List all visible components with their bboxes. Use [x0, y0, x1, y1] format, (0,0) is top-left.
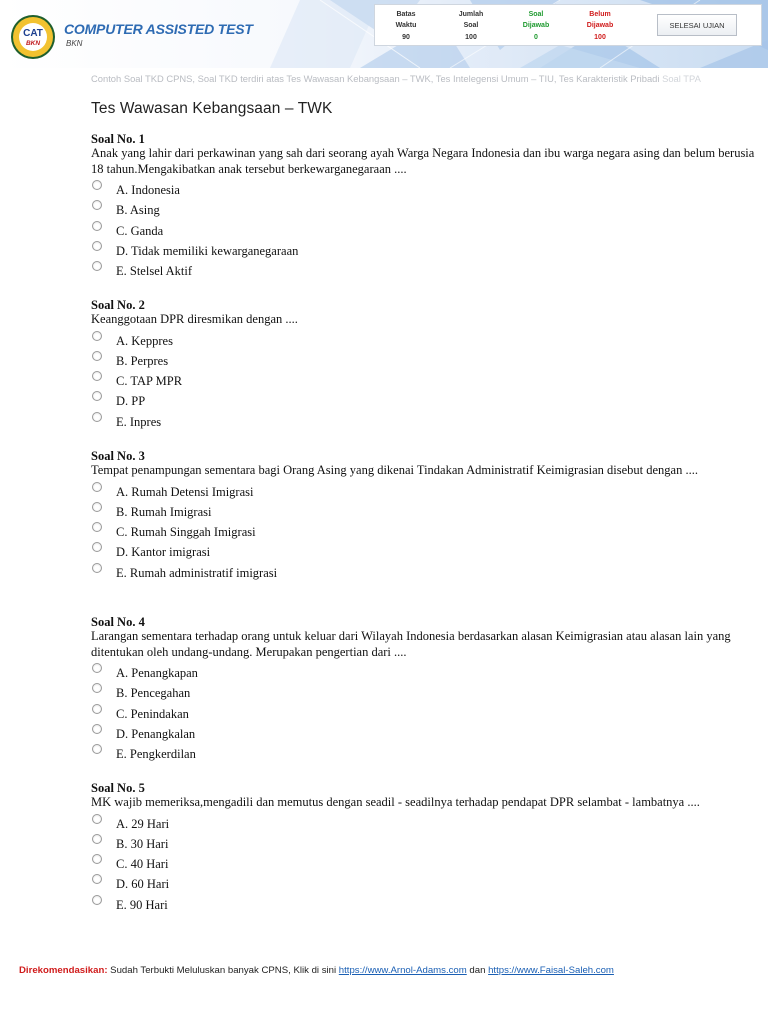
stat-answered: [511, 9, 561, 43]
footer-and: dan: [466, 965, 489, 976]
answer-options: [91, 662, 761, 763]
answer-option[interactable]: [91, 833, 761, 853]
answer-option-label: A. Penangkapan: [116, 666, 198, 680]
answer-option[interactable]: [91, 411, 761, 431]
question-block: [91, 781, 761, 914]
breadcrumb-link[interactable]: Soal TPA: [662, 73, 701, 84]
answer-option[interactable]: [91, 240, 761, 260]
radio-button[interactable]: [92, 704, 102, 714]
answer-option-label: C. TAP MPR: [116, 374, 183, 389]
brand-subtitle: BKN: [66, 39, 83, 48]
stat-label-2: Dijawab: [586, 22, 614, 29]
question-text: Anak yang lahir dari perkawinan yang sah dari seorang ayah Warga Negara Indonesia dan ibu warga negara asing dan belum berusia 18 tahun.Mengakibatkan anak tersebut berkewarganegaraan ....: [91, 146, 755, 176]
footer-link-faisal-saleh[interactable]: https://www.Faisal-Saleh.com: [488, 965, 614, 976]
answer-option[interactable]: [91, 481, 761, 501]
question-block: [91, 132, 761, 280]
answer-option-label: B. Rumah Imigrasi: [116, 504, 212, 519]
question-number: Soal No. 4: [91, 615, 145, 629]
stat-label-2: Waktu: [395, 22, 417, 29]
radio-button[interactable]: [92, 874, 102, 884]
answer-option-label: B. Asing: [116, 203, 160, 218]
question-block: [91, 449, 761, 582]
answer-option-label: C. Ganda: [116, 223, 164, 238]
radio-button[interactable]: [92, 724, 102, 734]
answer-option-label: E. 90 Hari: [116, 897, 168, 912]
answer-option[interactable]: [91, 199, 761, 219]
radio-button[interactable]: [92, 261, 102, 271]
radio-button[interactable]: [92, 502, 102, 512]
radio-button[interactable]: [92, 371, 102, 381]
app-header: [0, 0, 768, 68]
answer-options: [91, 330, 761, 431]
recommendation-footer: [19, 965, 759, 976]
stat-label-1: Belum: [589, 11, 611, 18]
answer-option-label: A. Rumah Detensi Imigrasi: [116, 484, 254, 499]
answer-option-label: D. PP: [116, 394, 146, 409]
exam-status-panel: [374, 4, 762, 46]
answer-option[interactable]: [91, 390, 761, 410]
radio-button[interactable]: [92, 412, 102, 422]
answer-option[interactable]: [91, 541, 761, 561]
stat-value: 90: [402, 34, 410, 41]
answer-option[interactable]: [91, 501, 761, 521]
radio-button[interactable]: [92, 895, 102, 905]
stat-unanswered: [575, 9, 625, 43]
radio-button[interactable]: [92, 241, 102, 251]
answer-options: [91, 481, 761, 582]
question-number: Soal No. 1: [91, 132, 145, 146]
answer-option-label: E. Stelsel Aktif: [116, 264, 193, 279]
answer-option-label: D. Kantor imigrasi: [116, 545, 211, 560]
radio-button[interactable]: [92, 834, 102, 844]
answer-option[interactable]: [91, 743, 761, 763]
footer-text: Sudah Terbukti Meluluskan banyak CPNS, Klik di sini: [107, 965, 339, 976]
question-text: Keanggotaan DPR diresmikan dengan ....: [91, 312, 298, 326]
answer-option-label: A. 29 Hari: [116, 816, 170, 831]
answer-option[interactable]: [91, 682, 761, 702]
brand-title: COMPUTER ASSISTED TEST: [64, 21, 253, 37]
answer-options: [91, 179, 761, 280]
answer-option[interactable]: [91, 853, 761, 873]
answer-option-label: E. Pengkerdilan: [116, 747, 196, 762]
answer-options: [91, 813, 761, 914]
question-number: Soal No. 3: [91, 449, 145, 463]
question-block: [91, 298, 761, 431]
answer-option[interactable]: [91, 662, 761, 682]
question-text: Larangan sementara terhadap orang untuk keluar dari Wilayah Indonesia berdasarkan alasan Keimigrasian atau alasan lain yang ditentukan oleh undang-undang. Merupakan pengertian dari ....: [91, 629, 731, 659]
finish-exam-button[interactable]: SELESAI UJIAN: [657, 14, 737, 36]
answer-option-label: E. Inpres: [116, 414, 162, 429]
answer-option[interactable]: [91, 894, 761, 914]
answer-option-label: A. Indonesia: [116, 183, 180, 197]
cat-bkn-logo: [10, 14, 56, 60]
answer-option[interactable]: [91, 370, 761, 390]
answer-option-label: C. Rumah Singgah Imigrasi: [116, 525, 256, 540]
radio-button[interactable]: [92, 683, 102, 693]
answer-option[interactable]: [91, 562, 761, 582]
answer-option[interactable]: [91, 723, 761, 743]
answer-option-label: C. 40 Hari: [116, 857, 169, 872]
answer-option-label: B. 30 Hari: [116, 836, 169, 851]
stat-total-questions: [446, 9, 496, 43]
radio-button[interactable]: [92, 391, 102, 401]
radio-button[interactable]: [92, 542, 102, 552]
radio-button[interactable]: [92, 563, 102, 573]
answer-option[interactable]: [91, 330, 761, 350]
radio-button[interactable]: [92, 331, 102, 341]
radio-button[interactable]: [92, 663, 102, 673]
stat-value: 100: [594, 34, 606, 41]
page-title: Tes Wawasan Kebangsaan – TWK: [91, 100, 333, 117]
breadcrumb: [91, 72, 741, 85]
stat-label-1: Jumlah: [458, 11, 484, 18]
radio-button[interactable]: [92, 351, 102, 361]
radio-button[interactable]: [92, 180, 102, 190]
breadcrumb-text: Contoh Soal TKD CPNS, Soal TKD terdiri atas Tes Wawasan Kebangsaan – TWK, Tes Intelegensi Umum – TIU, Tes Karakteristik Pribadi: [91, 73, 660, 84]
radio-button[interactable]: [92, 814, 102, 824]
question-number: Soal No. 2: [91, 298, 145, 312]
radio-button[interactable]: [92, 854, 102, 864]
stat-label-2: Dijawab: [522, 22, 550, 29]
answer-option[interactable]: [91, 350, 761, 370]
radio-button[interactable]: [92, 744, 102, 754]
logo-text-bottom: BKN: [25, 40, 41, 47]
answer-option-label: D. 60 Hari: [116, 877, 170, 892]
radio-button[interactable]: [92, 522, 102, 532]
stat-label-2: Soal: [463, 22, 479, 29]
question-text: Tempat penampungan sementara bagi Orang Asing yang dikenai Tindakan Administratif Keimigrasian disebut dengan ....: [91, 463, 698, 477]
answer-option[interactable]: [91, 260, 761, 280]
radio-button[interactable]: [92, 482, 102, 492]
answer-option[interactable]: [91, 521, 761, 541]
answer-option[interactable]: [91, 873, 761, 893]
answer-option-label: D. Tidak memiliki kewarganegaraan: [116, 243, 299, 258]
stat-value: 100: [465, 34, 477, 41]
radio-button[interactable]: [92, 221, 102, 231]
answer-option[interactable]: [91, 813, 761, 833]
question-text: MK wajib memeriksa,mengadili dan memutus dengan seadil - seadilnya terhadap pendapat DPR selambat - lambatnya ....: [91, 795, 700, 809]
stat-label-1: Batas: [396, 11, 416, 18]
stat-label-1: Soal: [528, 11, 544, 18]
logo-text-top: CAT: [23, 28, 43, 39]
answer-option-label: B. Perpres: [116, 353, 169, 368]
answer-option-label: E. Rumah administratif imigrasi: [116, 565, 278, 580]
question-number: Soal No. 5: [91, 781, 145, 795]
answer-option[interactable]: [91, 703, 761, 723]
stat-value: 0: [534, 34, 538, 41]
answer-option-label: B. Pencegahan: [116, 686, 191, 701]
question-block: [91, 615, 761, 763]
answer-option-label: A. Keppres: [116, 333, 173, 348]
stat-time-limit: [381, 9, 431, 43]
answer-option-label: D. Penangkalan: [116, 726, 196, 741]
footer-link-arnol-adams[interactable]: https://www.Arnol-Adams.com: [338, 965, 467, 976]
radio-button[interactable]: [92, 200, 102, 210]
answer-option-label: C. Penindakan: [116, 706, 189, 721]
answer-option[interactable]: [91, 220, 761, 240]
answer-option[interactable]: [91, 179, 761, 199]
footer-label: Direkomendasikan:: [19, 965, 108, 976]
